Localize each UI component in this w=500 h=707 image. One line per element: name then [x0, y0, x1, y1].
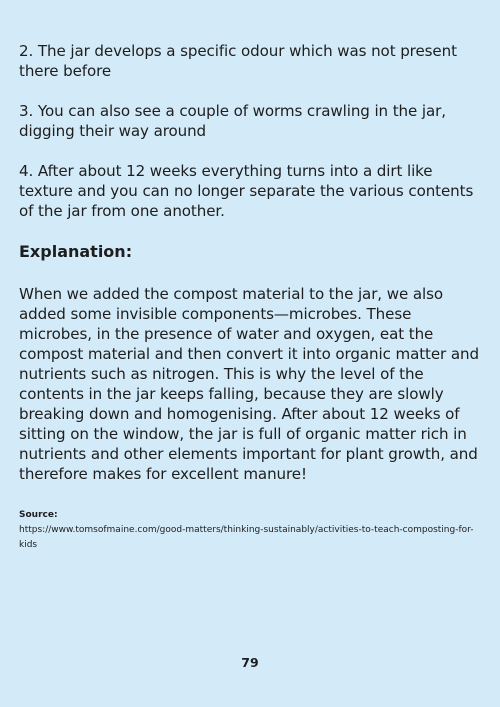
step-2-text: 2. The jar develops a specific odour which was not present there before: [19, 42, 457, 80]
explanation-paragraph: When we added the compost material to the jar, we also added some invisible components—microbes. These microbes, in the presence of water and oxygen, eat the compost material and then convert it into organic matter and nutrients such as nitrogen. This is why the level of the contents in the jar keeps falling, because they are slowly breaking down and homogenising. After about 12 weeks of sitting on the window, the jar is full of organic matter rich in nutrients and other elements important for plant growth, and therefore makes for excellent manure!: [19, 285, 479, 483]
source-label: Source:: [19, 510, 58, 520]
page-number: 79: [241, 655, 259, 670]
page-content: [19, 41, 484, 553]
explanation-heading: Explanation:: [19, 242, 133, 261]
step-3-text: 3. You can also see a couple of worms crawling in the jar, digging their way around: [19, 102, 446, 140]
source-url: https://www.tomsofmaine.com/good-matters/thinking-sustainably/activities-to-teach-composting-for-kids: [19, 525, 474, 550]
step-4-text: 4. After about 12 weeks everything turns into a dirt like texture and you can no longer separate the various contents of the jar from one another.: [19, 162, 474, 220]
source-citation: [19, 508, 484, 553]
